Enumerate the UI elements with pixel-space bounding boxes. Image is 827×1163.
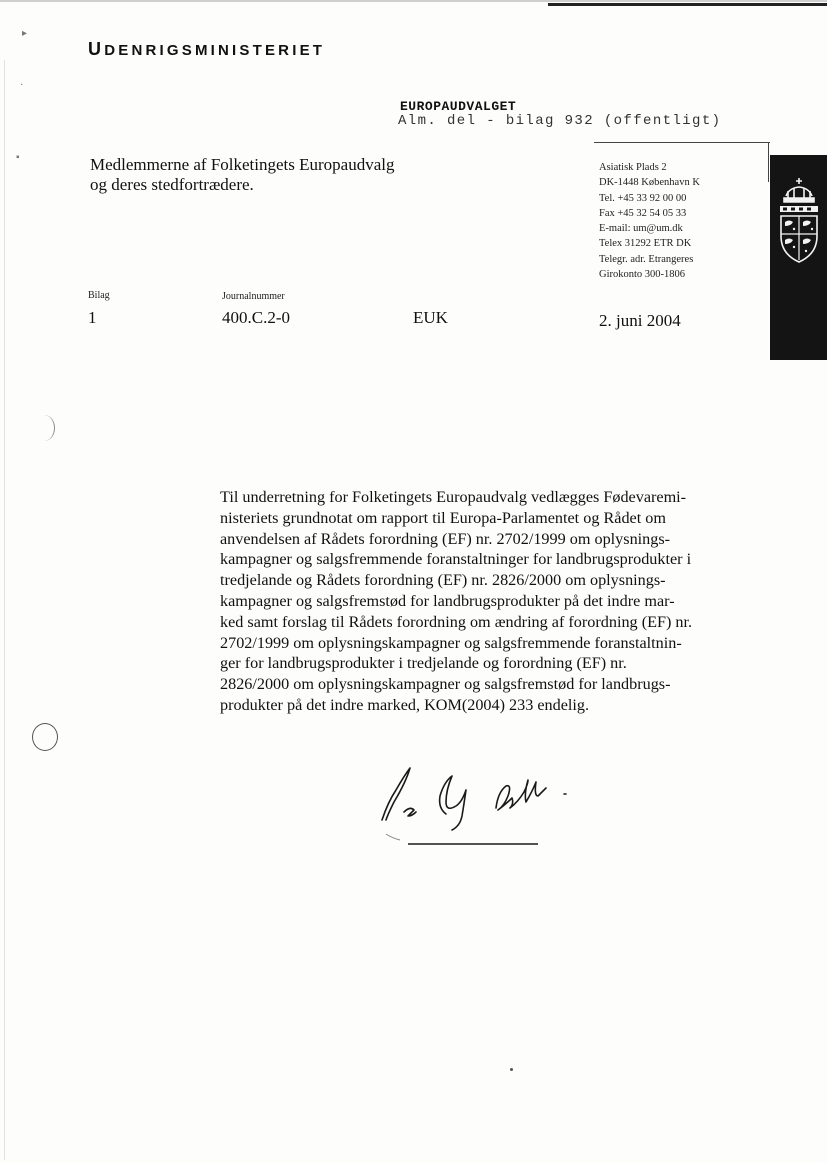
scan-edge-dark bbox=[548, 3, 827, 6]
scan-mark: ▸ bbox=[22, 28, 28, 39]
office-code: EUK bbox=[413, 308, 448, 327]
contact-phone: Tel. +45 33 92 00 00 bbox=[599, 192, 687, 204]
contact-city: DK-1448 København K bbox=[599, 177, 700, 189]
bilag-reference-stamp: Alm. del - bilag 932 (offentligt) bbox=[398, 113, 722, 129]
contact-telegram: Telegr. adr. Etrangeres bbox=[599, 253, 694, 265]
scan-margin-line bbox=[4, 60, 5, 1160]
bilag-label: Bilag bbox=[88, 290, 110, 301]
bilag-value: 1 bbox=[88, 308, 97, 327]
scan-mark: · bbox=[20, 80, 24, 91]
ministry-rest: DENRIGSMINISTERIET bbox=[104, 42, 326, 59]
punch-hole-mark bbox=[34, 415, 55, 441]
contact-address: Asiatisk Plads 2 bbox=[599, 162, 667, 173]
recipient-block bbox=[90, 155, 395, 195]
contact-fax: Fax +45 32 54 05 33 bbox=[599, 207, 687, 219]
scan-edge-top bbox=[0, 0, 827, 2]
scan-mark: ▪ bbox=[16, 152, 20, 163]
recipient-line-1: Medlemmerne af Folketingets Europaudvalg bbox=[90, 155, 395, 174]
contact-telex: Telex 31292 ETR DK bbox=[599, 238, 692, 250]
punch-hole bbox=[32, 723, 58, 751]
contact-rule-vertical bbox=[768, 142, 769, 182]
letter-date: 2. juni 2004 bbox=[599, 311, 681, 330]
ministry-initial: U bbox=[88, 39, 105, 59]
recipient-line-2: og deres stedfortrædere. bbox=[90, 175, 254, 194]
letter-body: Til underretning for Folketingets Europaudvalg vedlægges Fødevaremi- nisteriets grundnotat om rapport til Europa-Parlamentet og Rådet om anvendelsen af Rådets forordning (EF) nr. 2702/1999 om oplysnings- kampagner og salgsfremmende foranstaltninger for landbrugsprodukter i tredjelande og Rådets forordning (EF) nr. 2826/2000 om oplysnings- kampagner og salgsfremstød for landbrugsprodukter på det indre mar- ked samt forslag til Rådets forordning om ændring af forordning (EF) nr. 2702/1999 om oplysningskampagner og salgsfremmende foranstaltnin- ger for landbrugsprodukter i tredjelande og forordning (EF) nr. 2826/2000 om oplysningskampagner og salgsfremstød for landbrugs- produkter på det indre marked, KOM(2004) 233 endelig. bbox=[220, 488, 693, 714]
committee-stamp: EUROPAUDVALGET bbox=[400, 99, 517, 114]
contact-email: E-mail: um@um.dk bbox=[599, 223, 683, 235]
contact-rule bbox=[594, 142, 770, 143]
scan-dot bbox=[510, 1068, 513, 1071]
journal-label: Journalnummer bbox=[222, 291, 285, 302]
ministry-name bbox=[88, 39, 325, 60]
journal-number: 400.C.2-0 bbox=[222, 308, 290, 327]
contact-block bbox=[599, 160, 700, 282]
royal-crest-icon bbox=[776, 176, 822, 268]
contact-giro: Girokonto 300-1806 bbox=[599, 269, 686, 281]
signature-icon bbox=[378, 760, 578, 850]
